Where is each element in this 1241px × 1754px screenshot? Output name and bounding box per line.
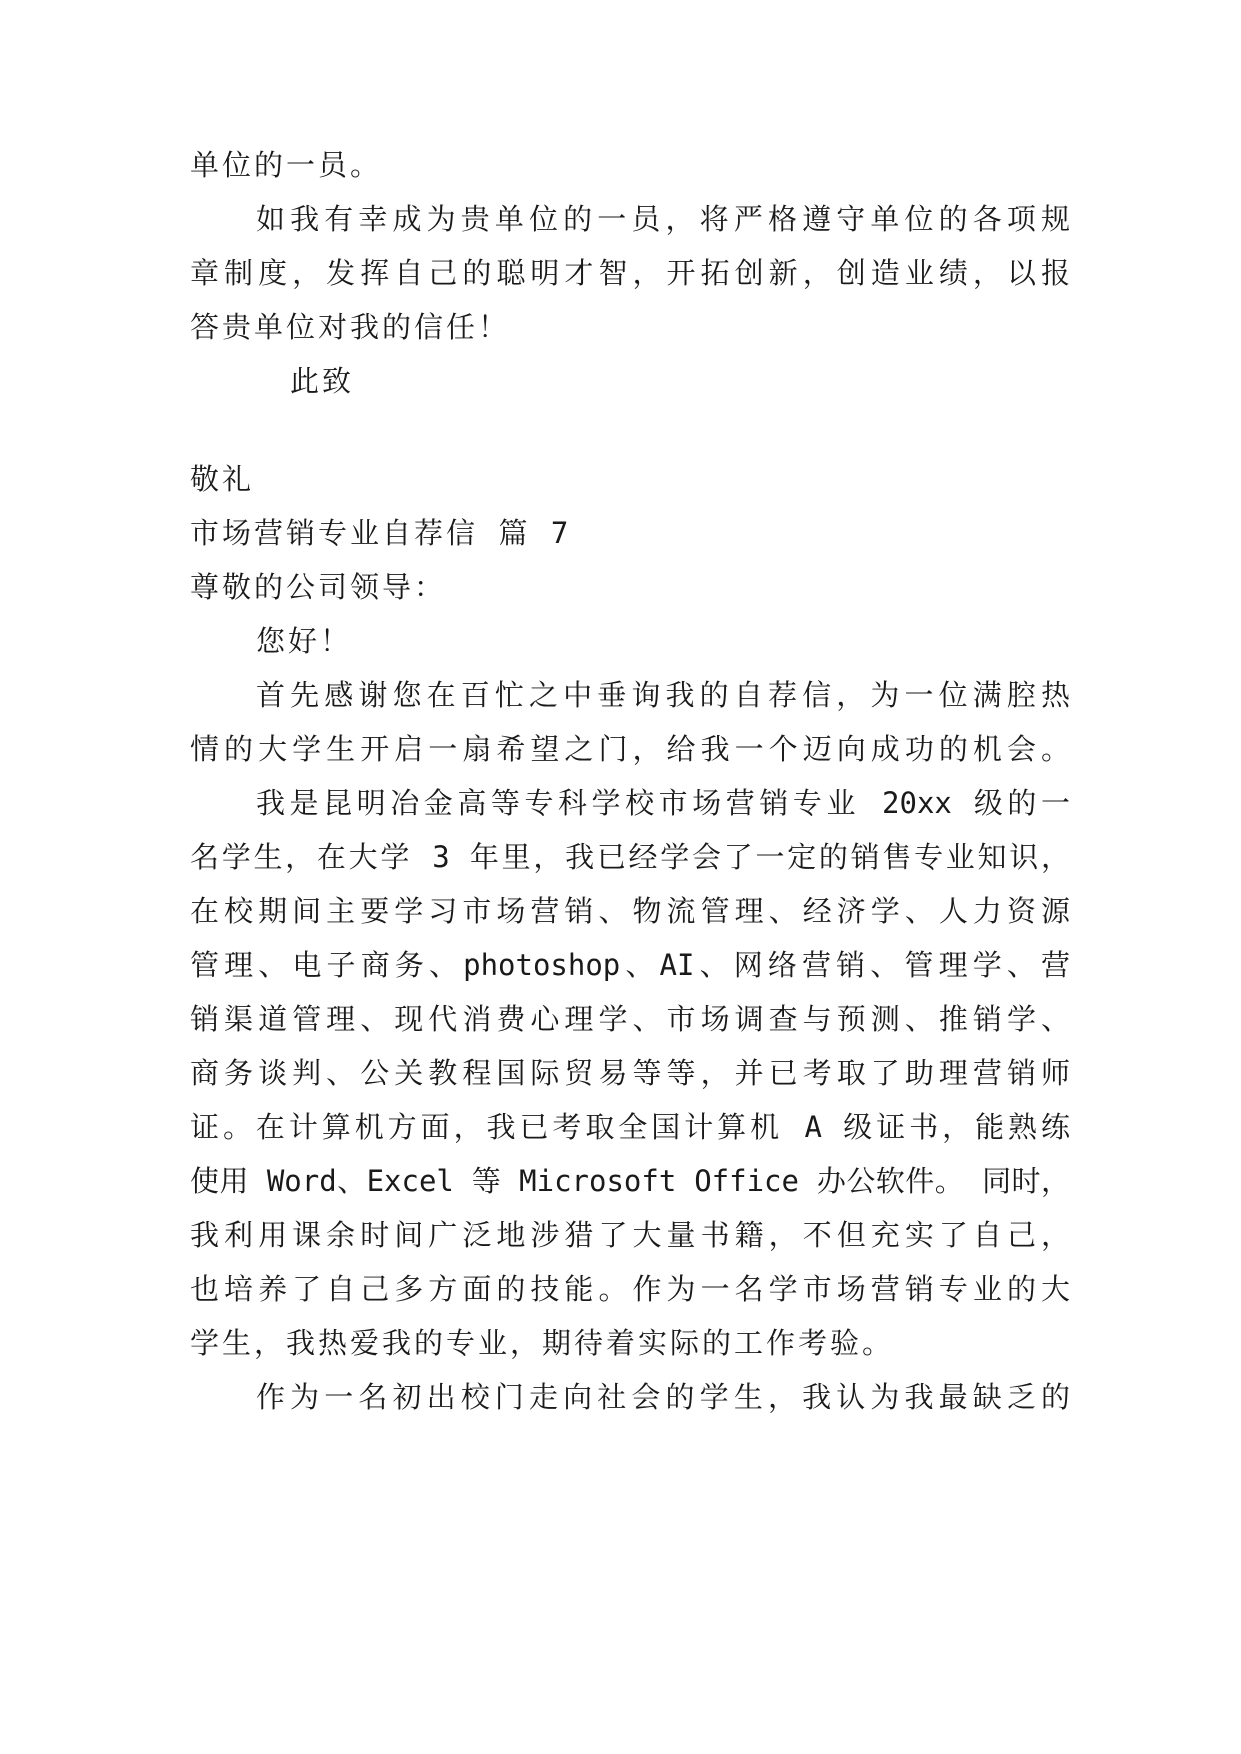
text-line: 章制度，发挥自己的聪明才智，开拓创新，创造业绩，以报: [190, 256, 1070, 290]
text-line: 我利用课余时间广泛地涉猎了大量书籍，不但充实了自己，: [190, 1218, 1070, 1252]
salutation-closing: 此致: [290, 364, 355, 398]
text-line: 我是昆明冶金高等专科学校市场营销专业 20xx 级的一: [256, 786, 1070, 820]
text-line: 如我有幸成为贵单位的一员，将严格遵守单位的各项规: [256, 202, 1070, 236]
text-line: 答贵单位对我的信任！: [190, 310, 511, 344]
text-line: 首先感谢您在百忙之中垂询我的自荐信，为一位满腔热: [256, 678, 1070, 712]
text-line: 在校期间主要学习市场营销、物流管理、经济学、人力资源: [190, 894, 1070, 928]
text-line: 销渠道管理、现代消费心理学、市场调查与预测、推销学、: [190, 1002, 1070, 1036]
letter-recipient: 尊敬的公司领导：: [190, 570, 447, 604]
greeting: 您好！: [256, 624, 353, 658]
text-line: 情的大学生开启一扇希望之门，给我一个迈向成功的机会。: [190, 732, 1070, 766]
text-line: 也培养了自己多方面的技能。作为一名学市场营销专业的大: [190, 1272, 1070, 1306]
text-line: 名学生，在大学 3 年里，我已经学会了一定的销售专业知识，: [190, 840, 1070, 874]
text-line: 管理、电子商务、photoshop、AI、网络营销、管理学、营: [190, 948, 1070, 982]
text-line: 证。在计算机方面，我已考取全国计算机 A 级证书，能熟练: [190, 1110, 1070, 1144]
text-line: 商务谈判、公关教程国际贸易等等，并已考取了助理营销师: [190, 1056, 1070, 1090]
text-line: 学生，我热爱我的专业，期待着实际的工作考验。: [190, 1326, 895, 1360]
text-line: 作为一名初出校门走向社会的学生，我认为我最缺乏的: [256, 1380, 1070, 1414]
text-line: 单位的一员。: [190, 148, 383, 182]
section-heading: 市场营销专业自荐信 篇 7: [190, 516, 572, 550]
text-line: 使用 Word、Excel 等 Microsoft Office 办公软件。 同时，: [190, 1164, 1070, 1198]
closing-regards: 敬礼: [190, 462, 255, 496]
